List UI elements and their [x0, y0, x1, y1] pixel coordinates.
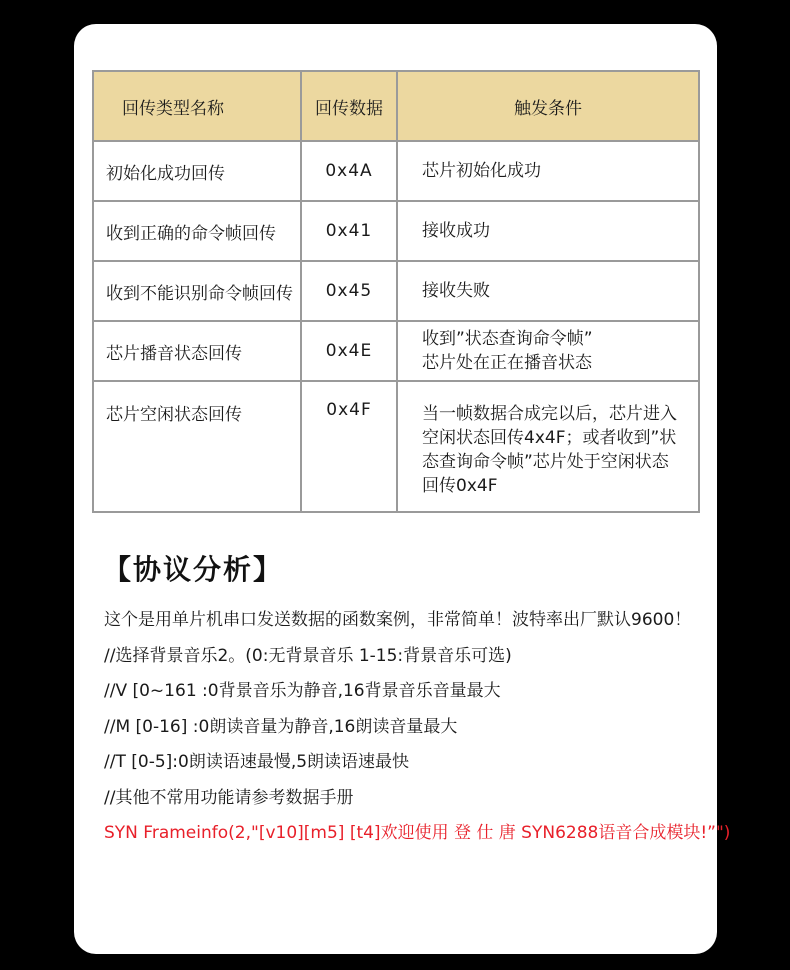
- code-description-block: [104, 606, 731, 855]
- condition-line: 空闲状态回传4x4F；或者收到”状: [422, 428, 677, 448]
- condition-line: 态查询命令帧”芯片处于空闲状态: [422, 452, 669, 472]
- table-row: [93, 381, 699, 512]
- condition-line: 收到”状态查询命令帧”: [422, 329, 593, 349]
- table-header-row: [93, 71, 699, 141]
- row-code: 0x4F: [301, 381, 397, 512]
- row-name: 芯片空闲状态回传: [93, 381, 301, 512]
- row-condition: [397, 201, 699, 261]
- table-row: [93, 201, 699, 261]
- condition-line: 芯片处在正在播音状态: [422, 353, 592, 373]
- table-row: [93, 321, 699, 381]
- header-trigger-condition: 触发条件: [397, 71, 699, 141]
- row-code: 0x4E: [301, 321, 397, 381]
- row-code: 0x41: [301, 201, 397, 261]
- description-line: 这个是用单片机串口发送数据的函数案例，非常简单！波特率出厂默认9600！: [104, 610, 692, 630]
- code-example-line: SYN Frameinfo(2,"[v10][m5] [t4]欢迎使用 登 仕 唐 SYN6288语音合成模块!”"): [104, 823, 731, 843]
- row-name: 收到不能识别命令帧回传: [93, 261, 301, 321]
- table-row: [93, 141, 699, 201]
- condition-line: 接收失败: [422, 281, 490, 301]
- row-name: 收到正确的命令帧回传: [93, 201, 301, 261]
- row-name: 初始化成功回传: [93, 141, 301, 201]
- header-return-data: 回传数据: [301, 71, 397, 141]
- row-code: 0x4A: [301, 141, 397, 201]
- row-condition: [397, 141, 699, 201]
- condition-line: 接收成功: [422, 221, 490, 241]
- row-condition: [397, 261, 699, 321]
- table-row: [93, 261, 699, 321]
- comment-line: //其他不常用功能请参考数据手册: [104, 787, 354, 808]
- row-condition: [397, 321, 699, 381]
- row-condition: [397, 381, 699, 512]
- row-code: 0x45: [301, 261, 397, 321]
- comment-line: //M [0-16] :0朗读音量为静音,16朗读音量最大: [104, 716, 458, 737]
- condition-line: 芯片初始化成功: [422, 161, 541, 181]
- row-name: 芯片播音状态回传: [93, 321, 301, 381]
- section-title: 【协议分析】: [103, 553, 284, 586]
- return-code-table: [92, 70, 700, 513]
- comment-line: //选择背景音乐2。(0:无背景音乐 1-15:背景音乐可选): [104, 645, 512, 666]
- comment-line: //V [0~161 :0背景音乐为静音,16背景音乐音量最大: [104, 681, 501, 701]
- condition-line: 回传0x4F: [422, 476, 498, 496]
- comment-line: //T [0-5]:0朗读语速最慢,5朗读语速最快: [104, 752, 410, 772]
- condition-line: 当一帧数据合成完以后，芯片进入: [422, 404, 677, 424]
- header-type-name: 回传类型名称: [93, 71, 301, 141]
